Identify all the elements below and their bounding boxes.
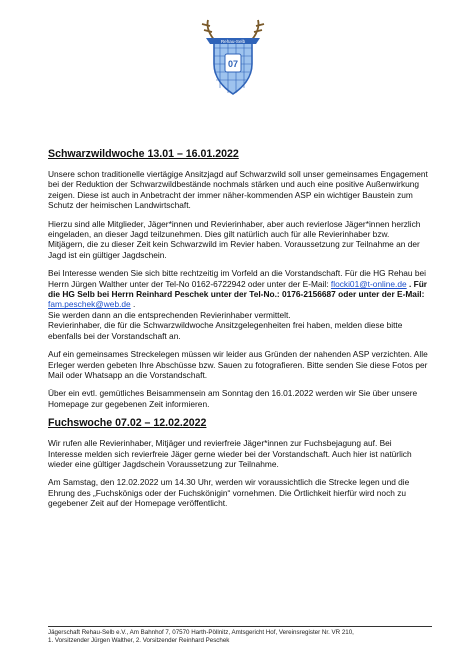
contact-paragraph bbox=[48, 268, 428, 310]
paragraph: Wir rufen alle Revierinhaber, Mitjäger und revierfreie Jäger*innen zur Fuchsbejagung auf. Bei Interesse melden sich revierfreie Jäger gerne wieder bei der Vorstandschaft. Auch hier ist natürlich wieder eine gültiger Jagdschein Voraussetzung zur Teilnahme. bbox=[48, 438, 412, 469]
document-body bbox=[48, 148, 428, 517]
crest-banner-text: Rehau-Selb bbox=[220, 39, 246, 44]
paragraph: Auf ein gemeinsames Streckelegen müssen wir leider aus Gründen der nahenden ASP verzichten. Alle Erleger werden gebeten Ihre Abschüsse bzw. Sauen zu fotografieren. Bitte senden Sie diese Fotos per Mail oder Whatsapp an die Vorstandschaft. bbox=[48, 349, 428, 380]
paragraph: Hierzu sind alle Mitglieder, Jäger*innen und Revierinhaber, aber auch revierlose Jäger*innen herzlich eingeladen, an dieser Jagd teilzunehmen. Dies gilt natürlich auch für alle Revierinhaber bzw. Mitjägern, die zu dieser Zeit kein Schwarzwild im Revier haben. Voraussetzung zur Teilnahme an der Jagd ist ein gültiger Jagdschein. bbox=[48, 218, 421, 260]
crest-number: 07 bbox=[227, 59, 239, 69]
paragraph: Unsere schon traditionelle viertägige Ansitzjagd auf Schwarzwild soll unser gemeinsames Engagement bei der Reduktion der Schwarzwildbestände nochmals stärken und auch eine positive Außenwirkung zeigen. Diese ist auch in Anbetracht der immer näher-kommenden ASP ein wichtiger Baustein zum Schutz der heimischen Landwirtschaft. bbox=[48, 169, 428, 211]
contact-text: . Für die HG Selb bei Herrn Reinhard Peschek unter der Tel-No.: 0176-2156687 oder unter der E-Mail: bbox=[48, 278, 428, 300]
email-link-walther[interactable]: flocki01@t-online.de bbox=[330, 278, 407, 289]
section-title-fuchswoche: Fuchswoche 07.02 – 12.02.2022 bbox=[48, 417, 207, 430]
footer-line: 1. Vorsitzender Jürgen Walther, 2. Vorsitzender Reinhard Peschek bbox=[48, 637, 230, 644]
paragraph: Sie werden dann an die entsprechenden Revierinhaber vermittelt. bbox=[48, 309, 291, 320]
hunting-club-crest-icon bbox=[198, 18, 268, 98]
paragraph: Am Samstag, den 12.02.2022 um 14.30 Uhr, werden wir voraussichtlich die Strecke legen und die Ehrung des „Fuchskönigs oder der Fuchskönigin“ vornehmen. Die Örtlichkeit hierfür wird noch zu gegebener Zeit auf der Homepage veröffentlicht. bbox=[48, 477, 410, 509]
paragraph: Revierinhaber, die für die Schwarzwildwoche Ansitzgelegenheiten frei haben, melden diese bitte ebenfalls bei der Vorstandschaft an. bbox=[48, 320, 403, 341]
section-title-schwarzwildwoche: Schwarzwildwoche 13.01 – 16.01.2022 bbox=[48, 148, 239, 160]
paragraph: Über ein evtl. gemütliches Beisammensein am Sonntag den 16.01.2022 werden wir Sie über unsere Homepage zur gegebenen Zeit informieren. bbox=[48, 388, 418, 409]
footer-line: Jägerschaft Rehau-Selb e.V., Am Bahnhof 7, 07570 Harth-Pöllnitz, Amtsgericht Hof, Vereinsregister Nr. VR 210, bbox=[48, 629, 354, 636]
document-footer bbox=[48, 626, 432, 645]
email-link-peschek[interactable]: fam.peschek@web.de bbox=[48, 299, 131, 310]
contact-text: Bei Interesse wenden Sie sich bitte rechtzeitig im Vorfeld an die Vorstandschaft. Für die HG Rehau bei Herrn Jürgen Walther unter der Tel-No 0162-6722942 oder unter der E-Mail: bbox=[48, 268, 426, 289]
contact-text: . bbox=[130, 299, 136, 310]
